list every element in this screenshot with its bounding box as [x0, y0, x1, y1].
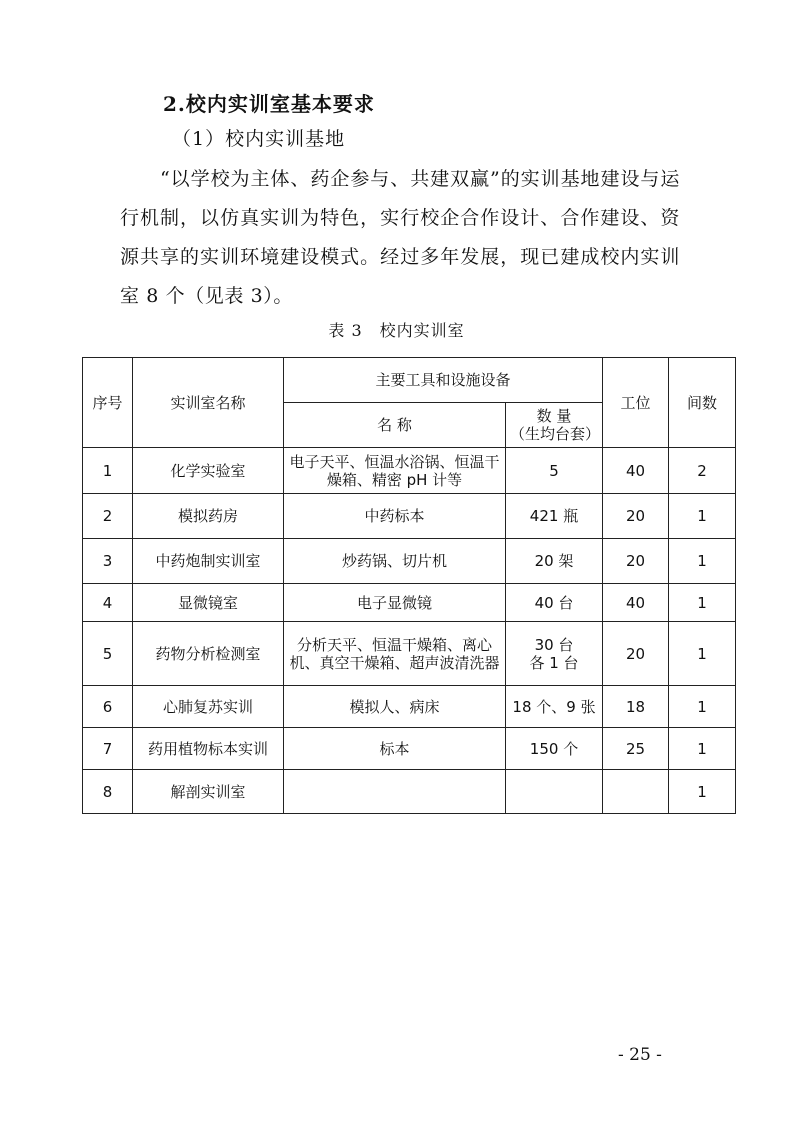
table-body [83, 448, 736, 814]
cell-quantity: 5 [506, 448, 603, 494]
cell-seq: 3 [83, 539, 133, 584]
table-row [83, 494, 736, 539]
cell-quantity [506, 770, 603, 814]
table-row [83, 448, 736, 494]
table-caption: 表 3 校内实训室 [328, 321, 465, 340]
cell-seq: 5 [83, 622, 133, 686]
header-quantity-line1: 数 量 [536, 407, 572, 425]
header-quantity [506, 403, 603, 448]
cell-quantity: 20 架 [506, 539, 603, 584]
cell-stations: 25 [603, 728, 669, 770]
header-seq: 序号 [83, 358, 133, 448]
cell-rooms: 1 [669, 584, 736, 622]
cell-quantity: 150 个 [506, 728, 603, 770]
cell-equipment: 炒药锅、切片机 [284, 539, 506, 584]
cell-room-name: 中药炮制实训室 [133, 539, 284, 584]
table-row [83, 770, 736, 814]
cell-room-name: 心肺复苏实训 [133, 686, 284, 728]
cell-rooms: 1 [669, 686, 736, 728]
intro-paragraph: “以学校为主体、药企参与、共建双赢”的实训基地建设与运行机制，以仿真实训为特色，实行校企合作设计、合作建设、资源共享的实训环境建设模式。经过多年发展，现已建成校内实训室 8 个（见表 3）。 [120, 168, 680, 307]
cell-room-name: 显微镜室 [133, 584, 284, 622]
cell-seq: 2 [83, 494, 133, 539]
cell-stations: 18 [603, 686, 669, 728]
cell-equipment [284, 770, 506, 814]
cell-room-name: 化学实验室 [133, 448, 284, 494]
cell-equipment: 电子显微镜 [284, 584, 506, 622]
sub-heading: （1）校内实训基地 [172, 128, 346, 150]
cell-stations: 40 [603, 584, 669, 622]
cell-seq: 8 [83, 770, 133, 814]
table-row [83, 539, 736, 584]
header-equipment-group: 主要工具和设施设备 [284, 358, 603, 403]
header-quantity-line2: （生均台套） [510, 425, 601, 443]
cell-rooms: 1 [669, 770, 736, 814]
cell-equipment: 电子天平、恒温水浴锅、恒温干燥箱、精密 pH 计等 [284, 448, 506, 494]
table-row [83, 622, 736, 686]
cell-rooms: 1 [669, 539, 736, 584]
cell-equipment: 模拟人、病床 [284, 686, 506, 728]
cell-rooms: 1 [669, 622, 736, 686]
cell-room-name: 药用植物标本实训 [133, 728, 284, 770]
table-row [83, 584, 736, 622]
cell-room-name: 解剖实训室 [133, 770, 284, 814]
cell-stations [603, 770, 669, 814]
header-room-name: 实训室名称 [133, 358, 284, 448]
cell-rooms: 1 [669, 494, 736, 539]
cell-seq: 7 [83, 728, 133, 770]
header-equipment-name: 名 称 [284, 403, 506, 448]
table-row [83, 728, 736, 770]
cell-quantity: 421 瓶 [506, 494, 603, 539]
header-rooms: 间数 [669, 358, 736, 448]
cell-rooms: 1 [669, 728, 736, 770]
cell-seq: 4 [83, 584, 133, 622]
lab-table [82, 357, 736, 814]
page-number: - 25 - [618, 1045, 662, 1065]
section-heading: 2.校内实训室基本要求 [163, 92, 375, 116]
cell-quantity: 40 台 [506, 584, 603, 622]
cell-equipment: 中药标本 [284, 494, 506, 539]
cell-room-name: 模拟药房 [133, 494, 284, 539]
cell-seq: 1 [83, 448, 133, 494]
cell-stations: 20 [603, 622, 669, 686]
cell-stations: 20 [603, 539, 669, 584]
cell-rooms: 2 [669, 448, 736, 494]
cell-equipment: 标本 [284, 728, 506, 770]
cell-stations: 20 [603, 494, 669, 539]
cell-quantity: 18 个、9 张 [506, 686, 603, 728]
cell-stations: 40 [603, 448, 669, 494]
header-stations: 工位 [603, 358, 669, 448]
cell-quantity: 30 台 各 1 台 [506, 622, 603, 686]
cell-equipment: 分析天平、恒温干燥箱、离心机、真空干燥箱、超声波清洗器 [284, 622, 506, 686]
cell-room-name: 药物分析检测室 [133, 622, 284, 686]
table-row [83, 686, 736, 728]
cell-seq: 6 [83, 686, 133, 728]
